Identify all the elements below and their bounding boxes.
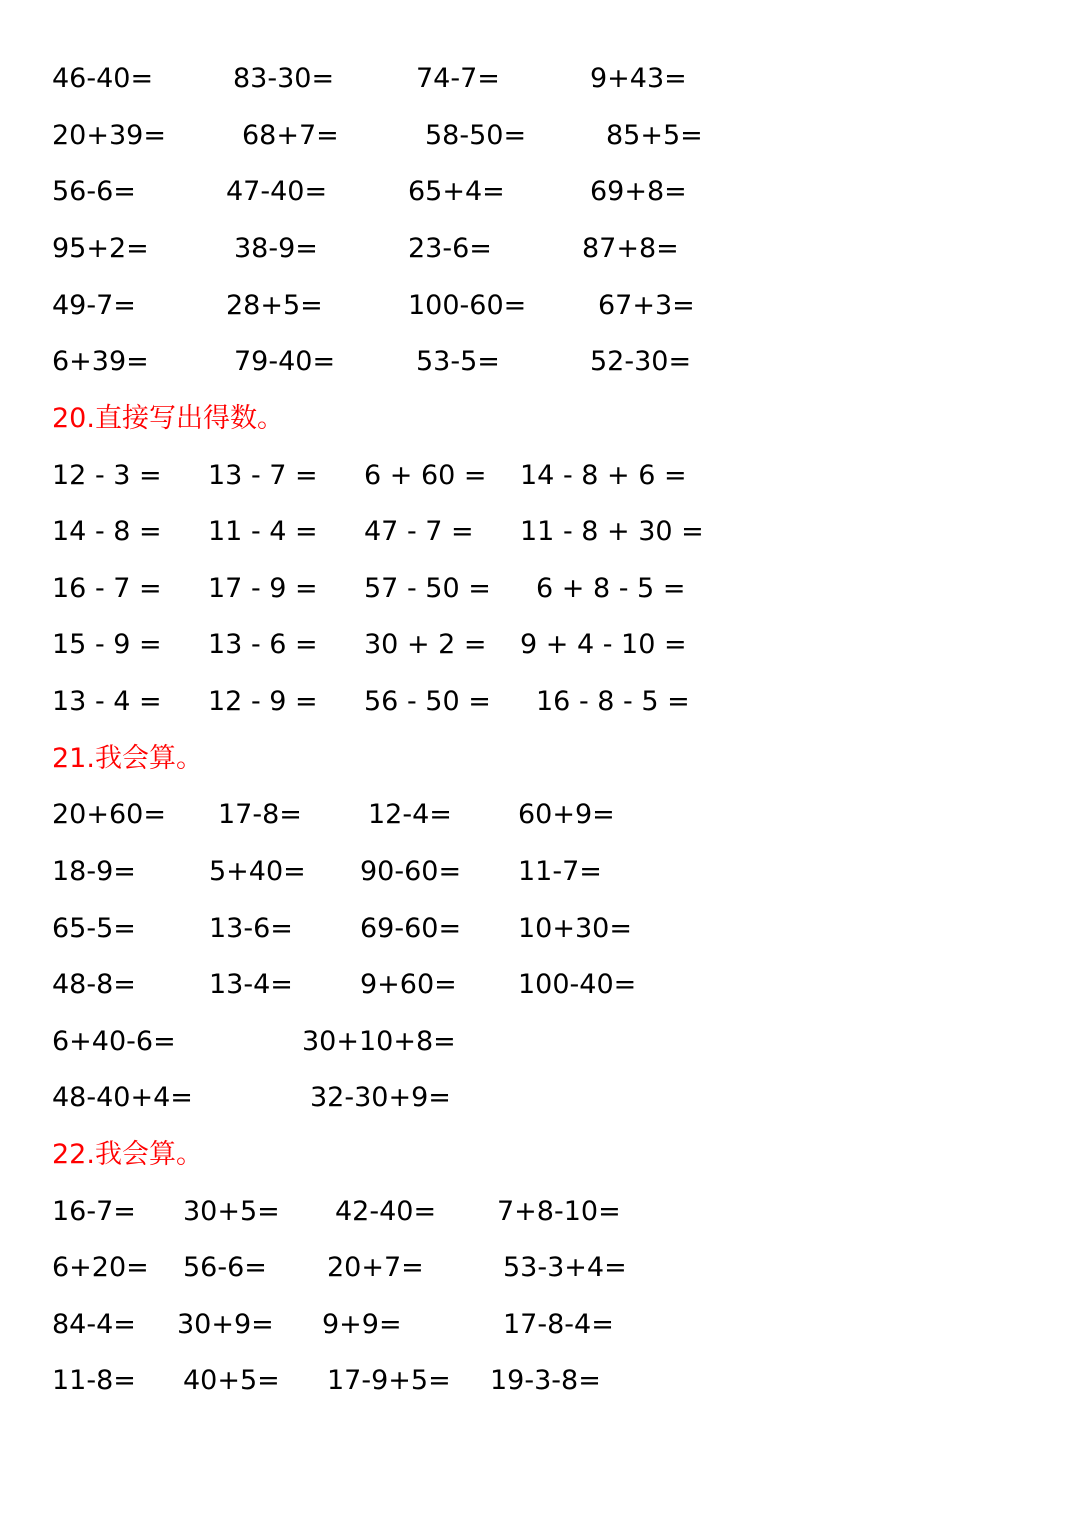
- math-problem: 11 - 4 =: [208, 516, 318, 547]
- math-problem: 95+2=: [52, 233, 149, 264]
- math-problem: 7+8-10=: [497, 1196, 621, 1227]
- math-problem: 83-30=: [233, 63, 335, 94]
- math-problem: 12 - 9 =: [208, 686, 318, 717]
- math-problem: 18-9=: [52, 856, 136, 887]
- math-problem: 65-5=: [52, 913, 136, 944]
- math-problem: 20+39=: [52, 120, 166, 151]
- math-problem: 17-8=: [218, 799, 302, 830]
- math-problem: 47-40=: [226, 176, 328, 207]
- math-problem: 6 + 8 - 5 =: [536, 573, 686, 604]
- math-problem: 9+60=: [360, 969, 457, 1000]
- math-problem: 42-40=: [335, 1196, 437, 1227]
- math-problem: 30+9=: [177, 1309, 274, 1340]
- math-problem: 6+20=: [52, 1252, 149, 1283]
- math-problem: 20+7=: [327, 1252, 424, 1283]
- math-problem: 11-7=: [518, 856, 602, 887]
- math-problem: 20+60=: [52, 799, 166, 830]
- math-problem: 16-7=: [52, 1196, 136, 1227]
- math-problem: 15 - 9 =: [52, 629, 162, 660]
- math-problem: 11-8=: [52, 1365, 136, 1396]
- math-problem: 14 - 8 + 6 =: [520, 460, 687, 491]
- math-problem: 14 - 8 =: [52, 516, 162, 547]
- math-problem: 79-40=: [234, 346, 336, 377]
- math-problem: 13-4=: [209, 969, 293, 1000]
- math-problem: 48-8=: [52, 969, 136, 1000]
- math-problem: 13 - 4 =: [52, 686, 162, 717]
- math-problem: 32-30+9=: [310, 1082, 451, 1113]
- math-problem: 30+5=: [183, 1196, 280, 1227]
- math-problem: 46-40=: [52, 63, 154, 94]
- math-problem: 49-7=: [52, 290, 136, 321]
- math-problem: 38-9=: [234, 233, 318, 264]
- math-problem: 28+5=: [226, 290, 323, 321]
- math-problem: 53-5=: [416, 346, 500, 377]
- math-problem: 69-60=: [360, 913, 462, 944]
- math-problem: 100-40=: [518, 969, 637, 1000]
- math-problem: 6+39=: [52, 346, 149, 377]
- math-problem: 17-9+5=: [327, 1365, 451, 1396]
- math-problem: 17-8-4=: [503, 1309, 614, 1340]
- math-problem: 16 - 7 =: [52, 573, 162, 604]
- math-problem: 12 - 3 =: [52, 460, 162, 491]
- math-problem: 10+30=: [518, 913, 632, 944]
- math-problem: 57 - 50 =: [364, 573, 491, 604]
- math-problem: 5+40=: [209, 856, 306, 887]
- math-problem: 30 + 2 =: [364, 629, 487, 660]
- math-problem: 13-6=: [209, 913, 293, 944]
- math-problem: 6+40-6=: [52, 1026, 176, 1057]
- math-problem: 11 - 8 + 30 =: [520, 516, 704, 547]
- math-problem: 56 - 50 =: [364, 686, 491, 717]
- math-problem: 9 + 4 - 10 =: [520, 629, 687, 660]
- section-heading: 20.直接写出得数。: [52, 403, 284, 434]
- math-problem: 60+9=: [518, 799, 615, 830]
- math-problem: 67+3=: [598, 290, 695, 321]
- math-problem: 58-50=: [425, 120, 527, 151]
- math-problem: 30+10+8=: [302, 1026, 456, 1057]
- math-problem: 48-40+4=: [52, 1082, 193, 1113]
- math-problem: 90-60=: [360, 856, 462, 887]
- math-problem: 56-6=: [183, 1252, 267, 1283]
- math-problem: 52-30=: [590, 346, 692, 377]
- math-problem: 9+9=: [322, 1309, 402, 1340]
- math-problem: 100-60=: [408, 290, 527, 321]
- math-problem: 56-6=: [52, 176, 136, 207]
- math-problem: 47 - 7 =: [364, 516, 474, 547]
- math-problem: 23-6=: [408, 233, 492, 264]
- section-heading: 22.我会算。: [52, 1139, 203, 1170]
- math-problem: 40+5=: [183, 1365, 280, 1396]
- math-problem: 9+43=: [590, 63, 687, 94]
- math-problem: 53-3+4=: [503, 1252, 627, 1283]
- math-problem: 16 - 8 - 5 =: [536, 686, 690, 717]
- math-problem: 69+8=: [590, 176, 687, 207]
- math-problem: 13 - 6 =: [208, 629, 318, 660]
- math-problem: 17 - 9 =: [208, 573, 318, 604]
- math-problem: 85+5=: [606, 120, 703, 151]
- math-problem: 87+8=: [582, 233, 679, 264]
- math-problem: 13 - 7 =: [208, 460, 318, 491]
- math-problem: 19-3-8=: [490, 1365, 601, 1396]
- math-problem: 84-4=: [52, 1309, 136, 1340]
- math-problem: 6 + 60 =: [364, 460, 487, 491]
- math-problem: 68+7=: [242, 120, 339, 151]
- math-problem: 12-4=: [368, 799, 452, 830]
- math-problem: 65+4=: [408, 176, 505, 207]
- section-heading: 21.我会算。: [52, 743, 203, 774]
- math-problem: 74-7=: [416, 63, 500, 94]
